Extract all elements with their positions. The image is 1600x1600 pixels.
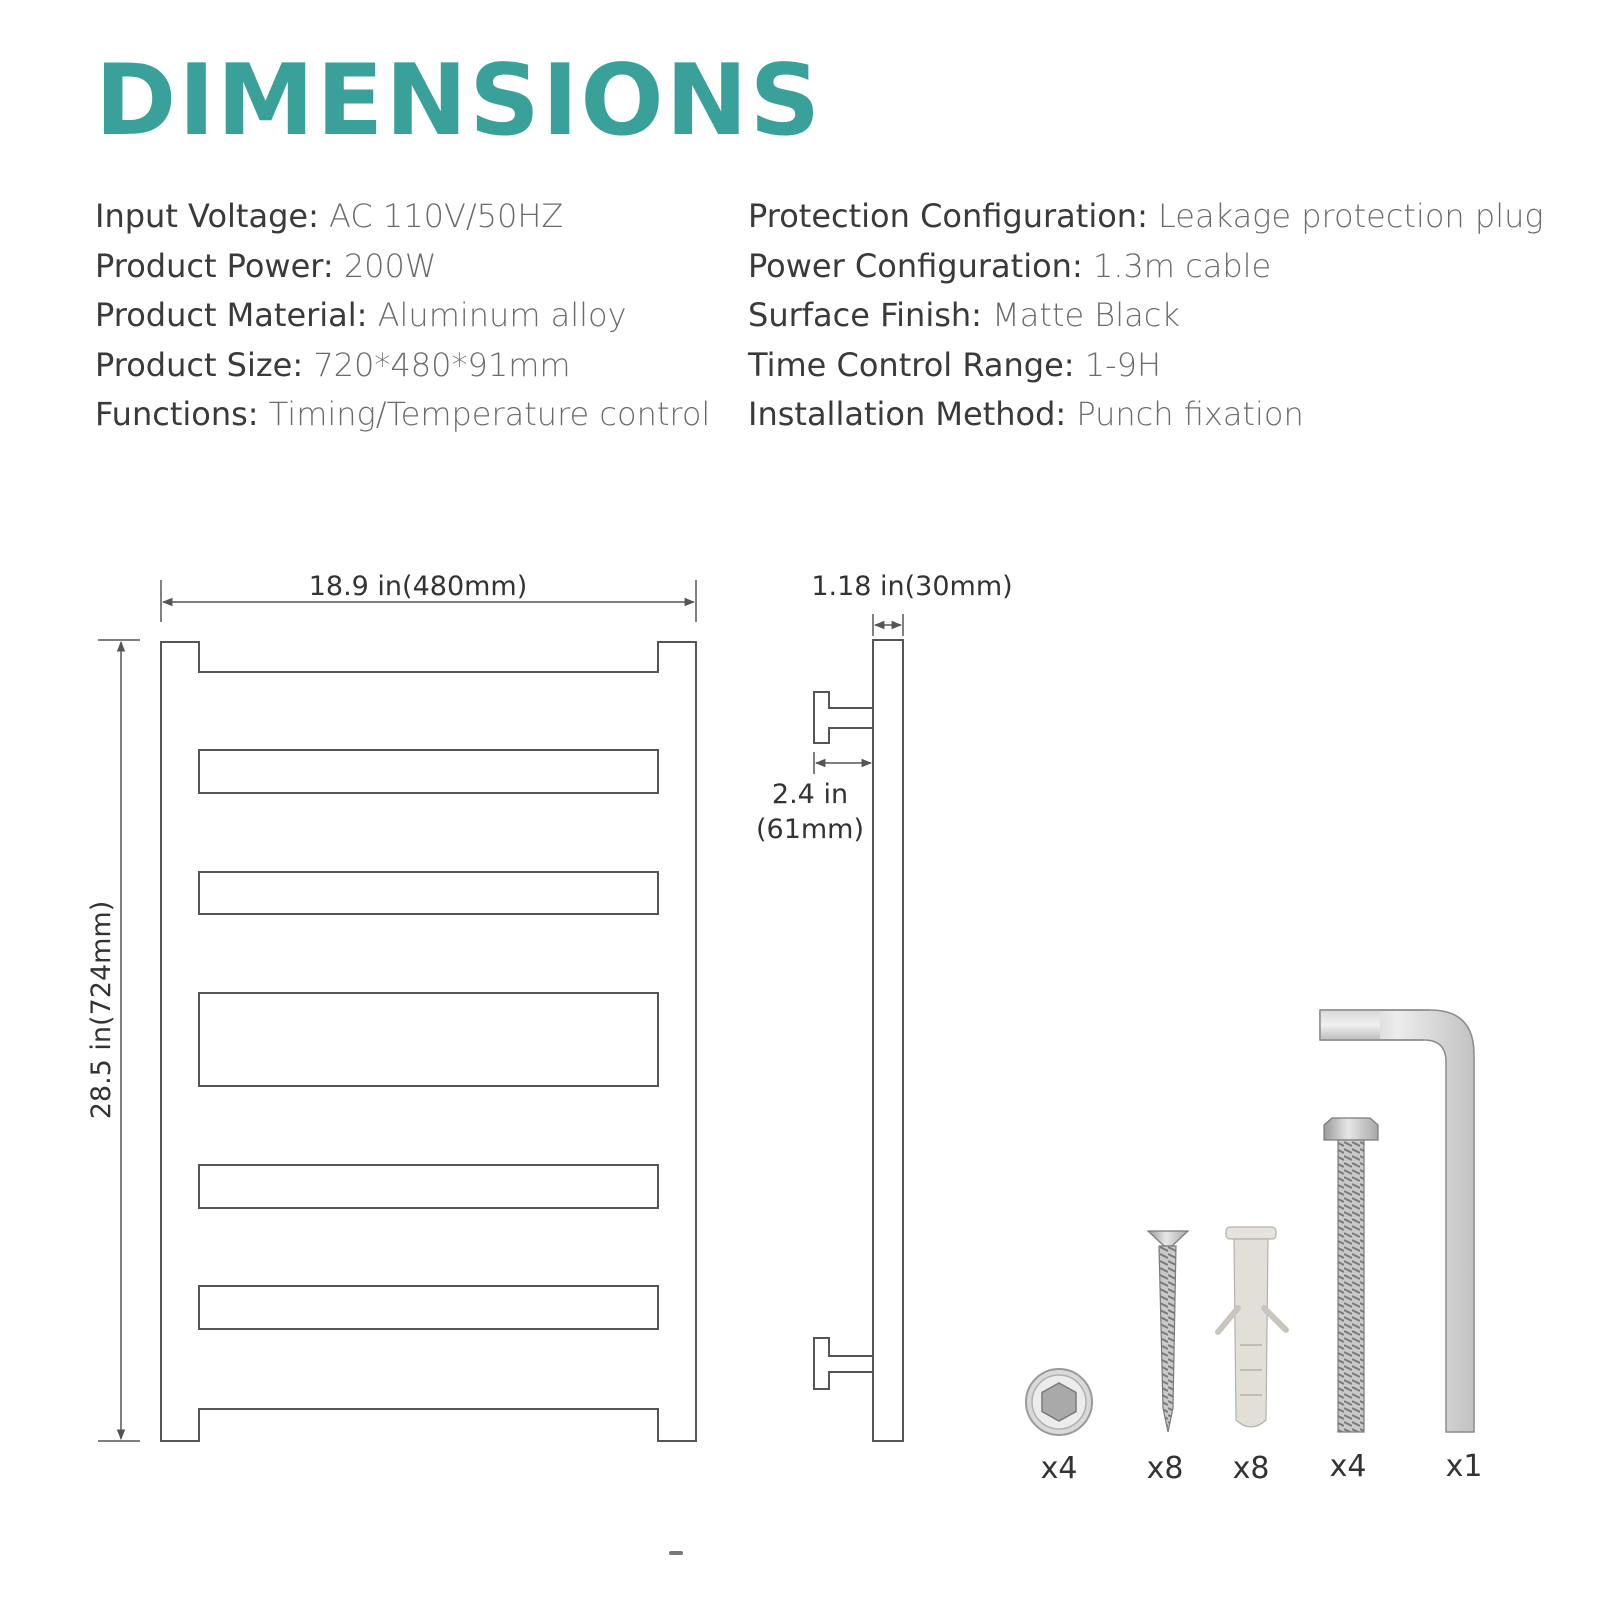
hardware-qty: x4 [1329, 1449, 1367, 1484]
spec-key: Power Configuration: [748, 246, 1083, 285]
spec-value: 1.3m cable [1082, 246, 1272, 285]
rail-bar [199, 1286, 658, 1329]
rail-bar [199, 872, 658, 914]
rail-bar [199, 750, 658, 793]
spec-value: 200W [333, 246, 437, 285]
rail-frame [161, 642, 696, 1441]
spec-key: Functions: [95, 395, 259, 433]
depth-label: 1.18 in(30mm) [811, 571, 1013, 602]
spec-value: 720*480*91mm [303, 345, 571, 384]
spec-value: Timing/Temperature control [258, 395, 711, 433]
spec-key: Input Voltage: [95, 197, 319, 235]
bolt-icon [1324, 1118, 1378, 1432]
towel-rail-front-view [161, 642, 696, 1441]
hex-cap-icon [1026, 1369, 1092, 1435]
standoff-dimension [814, 752, 871, 774]
hardware-qty: x1 [1445, 1449, 1483, 1484]
spec-key: Surface Finish: [748, 296, 982, 334]
rail-bar [199, 993, 658, 1086]
spec-value: Punch fixation [1066, 395, 1304, 433]
spec-key: Product Size: [95, 345, 304, 384]
hardware-qty: x8 [1232, 1451, 1270, 1486]
depth-dimension [873, 614, 903, 636]
standoff-label-line2: (61mm) [755, 814, 865, 845]
hardware-qty: x8 [1146, 1451, 1184, 1486]
standoff-label-line1: 2.4 in [771, 779, 849, 810]
width-label: 18.9 in(480mm) [308, 571, 528, 602]
spec-key: Protection Configuration: [748, 197, 1148, 235]
spec-value: Aluminum alloy [367, 296, 627, 334]
spec-value: Leakage protection plug [1147, 197, 1544, 235]
standoff-bracket-bottom [814, 1338, 873, 1389]
spec-key: Installation Method: [748, 395, 1067, 433]
hardware-qty: x4 [1040, 1451, 1078, 1486]
standoff-bracket-top [814, 692, 873, 743]
rail-bar [199, 1165, 658, 1208]
page-title: DIMENSIONS [95, 44, 823, 158]
height-label: 28.5 in(724mm) [86, 900, 117, 1120]
spec-value: 1-9H [1074, 345, 1162, 384]
bottom-mark [669, 1551, 683, 1555]
spec-key: Product Power: [95, 246, 334, 285]
wood-screw-icon [1148, 1231, 1188, 1432]
spec-value: Matte Black [981, 296, 1180, 334]
spec-key: Product Material: [95, 296, 368, 334]
wall-anchor-icon [1218, 1227, 1286, 1427]
spec-value: AC 110V/50HZ [318, 197, 564, 235]
side-upright [873, 640, 903, 1441]
spec-key: Time Control Range: [748, 345, 1075, 384]
towel-rail-side-view [814, 640, 903, 1441]
